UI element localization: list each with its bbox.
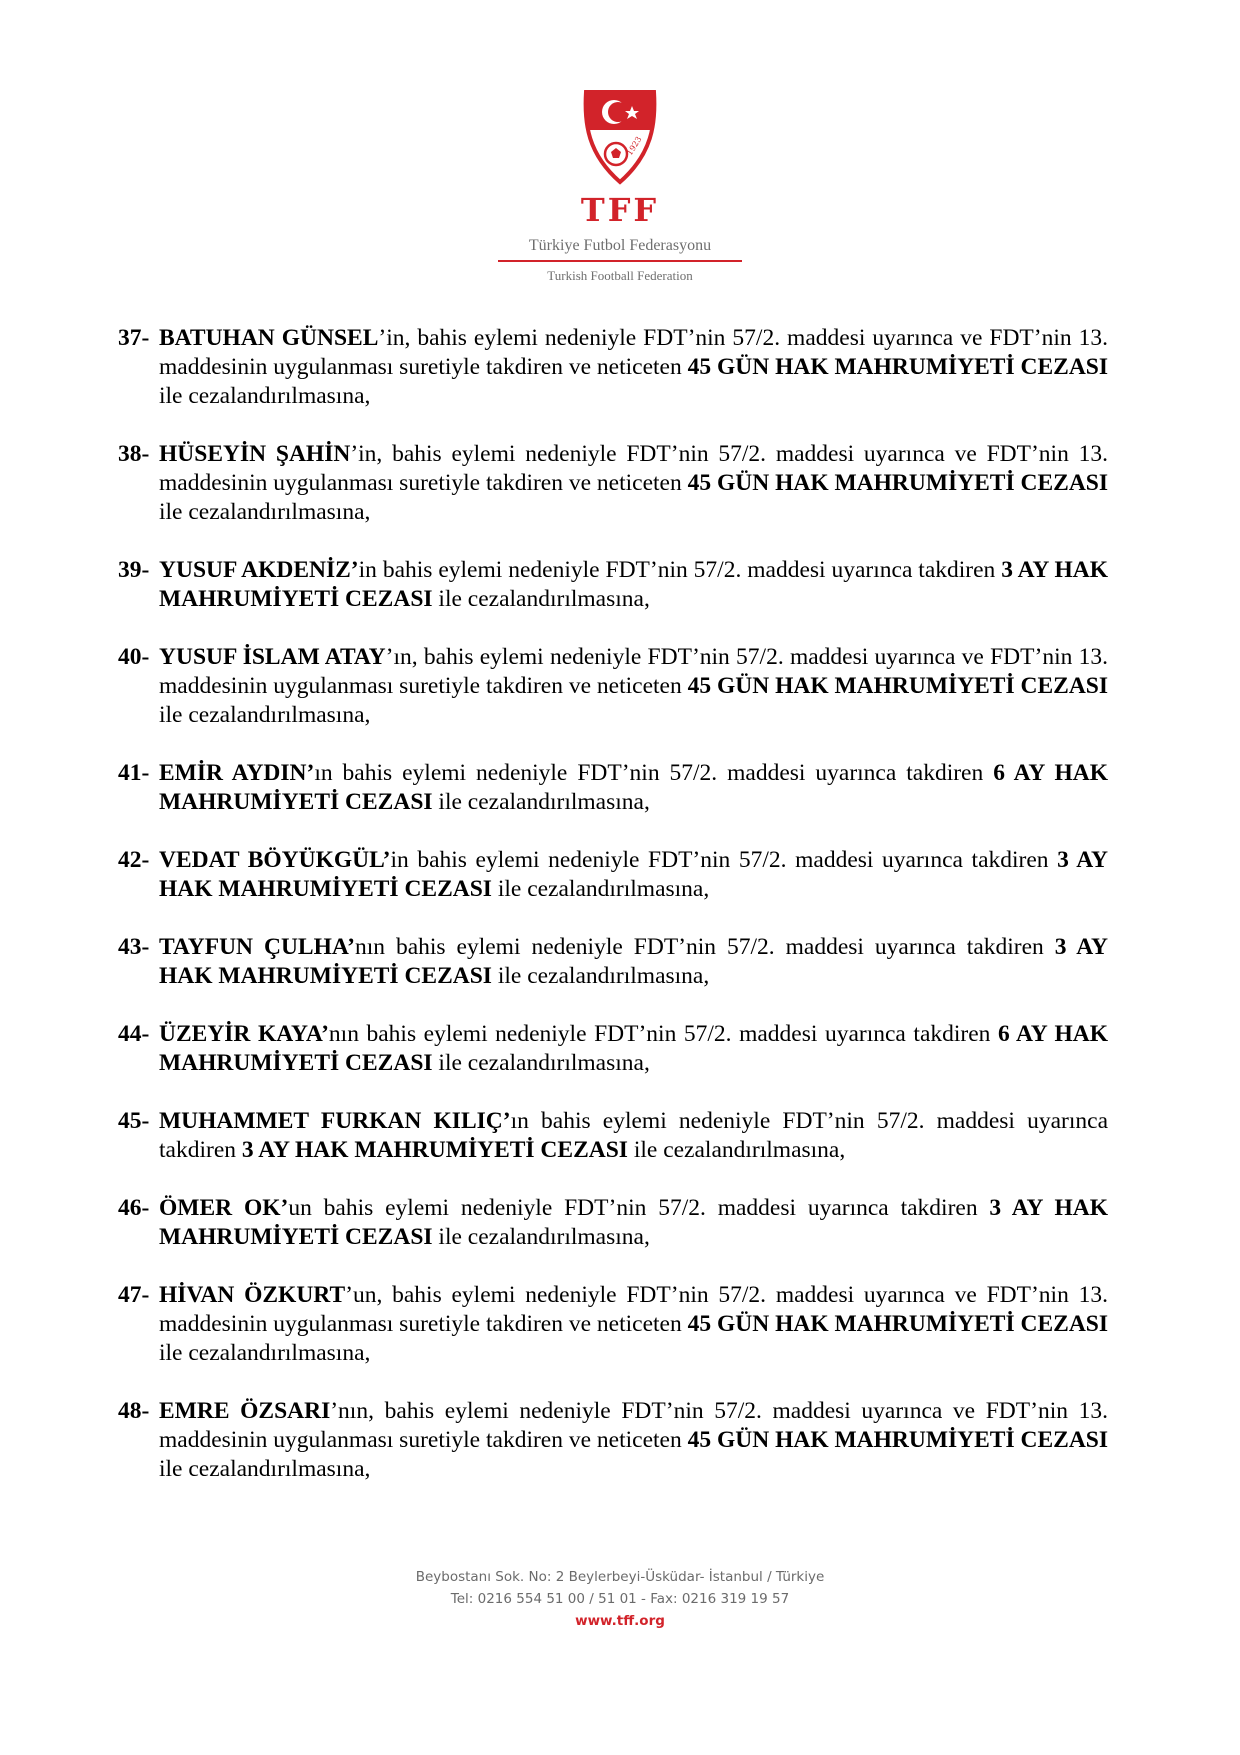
item-number: 40- — [118, 644, 150, 670]
item-number: 38- — [118, 441, 150, 467]
item-text — [159, 1194, 1108, 1252]
logo-divider — [498, 260, 742, 262]
item-emphasis: 3 AY HAK MAHRUMİYETİ CEZASI — [159, 1195, 1108, 1250]
item-text-segment: ile cezalandırılmasına, — [491, 963, 710, 989]
item-number: 42- — [118, 847, 150, 873]
decision-item — [118, 324, 1108, 411]
item-text — [159, 1107, 1108, 1165]
item-text-segment: ile cezalandırılmasına, — [159, 383, 371, 409]
item-text-segment: ile cezalandırılmasına, — [159, 1340, 371, 1366]
item-emphasis: TAYFUN ÇULHA’ — [159, 934, 355, 960]
item-emphasis: ÖMER OK’ — [159, 1195, 289, 1221]
tff-logo — [0, 84, 1240, 284]
decision-item — [118, 643, 1108, 730]
item-emphasis: 45 GÜN HAK MAHRUMİYETİ CEZASI — [687, 470, 1109, 496]
item-emphasis: EMRE ÖZSARI — [159, 1398, 331, 1424]
item-number: 47- — [118, 1282, 150, 1308]
tff-crest-icon — [580, 84, 660, 186]
item-emphasis: HİVAN ÖZKURT — [159, 1282, 346, 1308]
item-emphasis: 45 GÜN HAK MAHRUMİYETİ CEZASI — [687, 1311, 1109, 1337]
item-emphasis: YUSUF AKDENİZ’ — [159, 557, 359, 583]
footer — [0, 1566, 1240, 1632]
decision-list — [118, 324, 1108, 1513]
item-text-segment: ile cezalandırılmasına, — [159, 499, 371, 525]
item-text-segment: nın bahis eylemi nedeniyle FDT’nin 57/2. maddesi uyarınca takdiren — [354, 934, 1055, 960]
item-number: 44- — [118, 1021, 150, 1047]
item-emphasis: VEDAT BÖYÜKGÜL’ — [159, 847, 391, 873]
item-text-segment: ile cezalandırılmasına, — [159, 702, 371, 728]
item-number: 41- — [118, 760, 150, 786]
item-emphasis: 45 GÜN HAK MAHRUMİYETİ CEZASI — [687, 1427, 1109, 1453]
decision-item — [118, 1281, 1108, 1368]
logo-name: Türkiye Futbol Federasyonu — [528, 237, 712, 254]
item-text — [159, 643, 1108, 730]
decision-item — [118, 1194, 1108, 1252]
item-number: 39- — [118, 557, 150, 583]
item-emphasis: 3 AY HAK MAHRUMİYETİ CEZASI — [159, 557, 1108, 612]
item-emphasis: ÜZEYİR KAYA’ — [159, 1021, 329, 1047]
footer-website: www.tff.org — [575, 1613, 665, 1629]
item-text-segment: ’nın, bahis eylemi nedeniyle FDT’nin 57/2. maddesi uyarınca ve FDT’nin 13. maddesinin uygulanması suretiyle takdiren ve neticeten — [159, 1398, 1108, 1453]
item-number: 46- — [118, 1195, 150, 1221]
item-text-segment: ın bahis eylemi nedeniyle FDT’nin 57/2. maddesi uyarınca takdiren — [159, 1108, 1109, 1163]
item-emphasis: 45 GÜN HAK MAHRUMİYETİ CEZASI — [687, 354, 1109, 380]
item-emphasis: EMİR AYDIN’ — [159, 760, 315, 786]
item-text-segment: un bahis eylemi nedeniyle FDT’nin 57/2. maddesi uyarınca takdiren — [288, 1195, 990, 1221]
item-text — [159, 556, 1108, 614]
item-emphasis: 6 AY HAK MAHRUMİYETİ CEZASI — [159, 760, 1108, 815]
footer-phone: Tel: 0216 554 51 00 / 51 01 - Fax: 0216 319 19 57 — [450, 1591, 790, 1607]
logo-abbreviation: TFF — [580, 191, 660, 229]
item-emphasis: HÜSEYİN ŞAHİN — [159, 441, 351, 467]
item-number: 45- — [118, 1108, 150, 1134]
item-text — [159, 759, 1108, 817]
item-emphasis: 3 AY HAK MAHRUMİYETİ CEZASI — [159, 934, 1108, 989]
decision-item — [118, 1107, 1108, 1165]
item-text — [159, 1020, 1108, 1078]
decision-item — [118, 1397, 1108, 1484]
item-text — [159, 324, 1108, 411]
item-text-segment: ile cezalandırılmasına, — [627, 1137, 846, 1163]
item-emphasis: 3 AY HAK MAHRUMİYETİ CEZASI — [159, 847, 1108, 902]
item-text-segment: ile cezalandırılmasına, — [432, 1224, 650, 1250]
item-text — [159, 440, 1108, 527]
item-number: 43- — [118, 934, 150, 960]
item-text-segment: ’in, bahis eylemi nedeniyle FDT’nin 57/2. maddesi uyarınca ve FDT’nin 13. maddesinin uygulanması suretiyle takdiren ve neticeten — [159, 325, 1108, 380]
item-text — [159, 933, 1108, 991]
item-text — [159, 1281, 1108, 1368]
item-text-segment: nın bahis eylemi nedeniyle FDT’nin 57/2. maddesi uyarınca takdiren — [328, 1021, 998, 1047]
item-text-segment: ile cezalandırılmasına, — [491, 876, 710, 902]
decision-item — [118, 1020, 1108, 1078]
item-text-segment: ile cezalandırılmasına, — [432, 586, 650, 612]
item-text — [159, 1397, 1108, 1484]
item-emphasis: BATUHAN GÜNSEL — [159, 325, 379, 351]
item-text-segment: ile cezalandırılmasına, — [159, 1456, 371, 1482]
item-emphasis: YUSUF İSLAM ATAY — [159, 644, 386, 670]
item-text-segment: ile cezalandırılmasına, — [432, 789, 650, 815]
item-emphasis: 3 AY HAK MAHRUMİYETİ CEZASI — [241, 1137, 628, 1163]
logo-name-english: Turkish Football Federation — [547, 268, 693, 283]
item-text-segment: ’un, bahis eylemi nedeniyle FDT’nin 57/2. maddesi uyarınca ve FDT’nin 13. maddesinin uygulanması suretiyle takdiren ve neticeten — [159, 1282, 1108, 1337]
item-emphasis: 6 AY HAK MAHRUMİYETİ CEZASI — [159, 1021, 1108, 1076]
item-text-segment: ile cezalandırılmasına, — [432, 1050, 650, 1076]
item-text — [159, 846, 1108, 904]
item-text-segment: in bahis eylemi nedeniyle FDT’nin 57/2. maddesi uyarınca takdiren — [390, 847, 1058, 873]
item-text-segment: ’ın, bahis eylemi nedeniyle FDT’nin 57/2. maddesi uyarınca ve FDT’nin 13. maddesinin uygulanması suretiyle takdiren ve neticeten — [159, 644, 1108, 699]
item-emphasis: 45 GÜN HAK MAHRUMİYETİ CEZASI — [687, 673, 1109, 699]
footer-address: Beybostanı Sok. No: 2 Beylerbeyi-Üsküdar- İstanbul / Türkiye — [415, 1569, 825, 1585]
decision-item — [118, 933, 1108, 991]
decision-item — [118, 440, 1108, 527]
decision-item — [118, 556, 1108, 614]
item-text-segment: ’in, bahis eylemi nedeniyle FDT’nin 57/2. maddesi uyarınca ve FDT’nin 13. maddesinin uygulanması suretiyle takdiren ve neticeten — [159, 441, 1108, 496]
item-text-segment: in bahis eylemi nedeniyle FDT’nin 57/2. maddesi uyarınca takdiren — [358, 557, 1002, 583]
item-text-segment: ın bahis eylemi nedeniyle FDT’nin 57/2. maddesi uyarınca takdiren — [314, 760, 994, 786]
decision-item — [118, 846, 1108, 904]
item-number: 48- — [118, 1398, 150, 1424]
decision-item — [118, 759, 1108, 817]
item-number: 37- — [118, 325, 150, 351]
svg-text:1923: 1923 — [625, 135, 644, 158]
item-emphasis: MUHAMMET FURKAN KILIÇ’ — [159, 1108, 511, 1134]
